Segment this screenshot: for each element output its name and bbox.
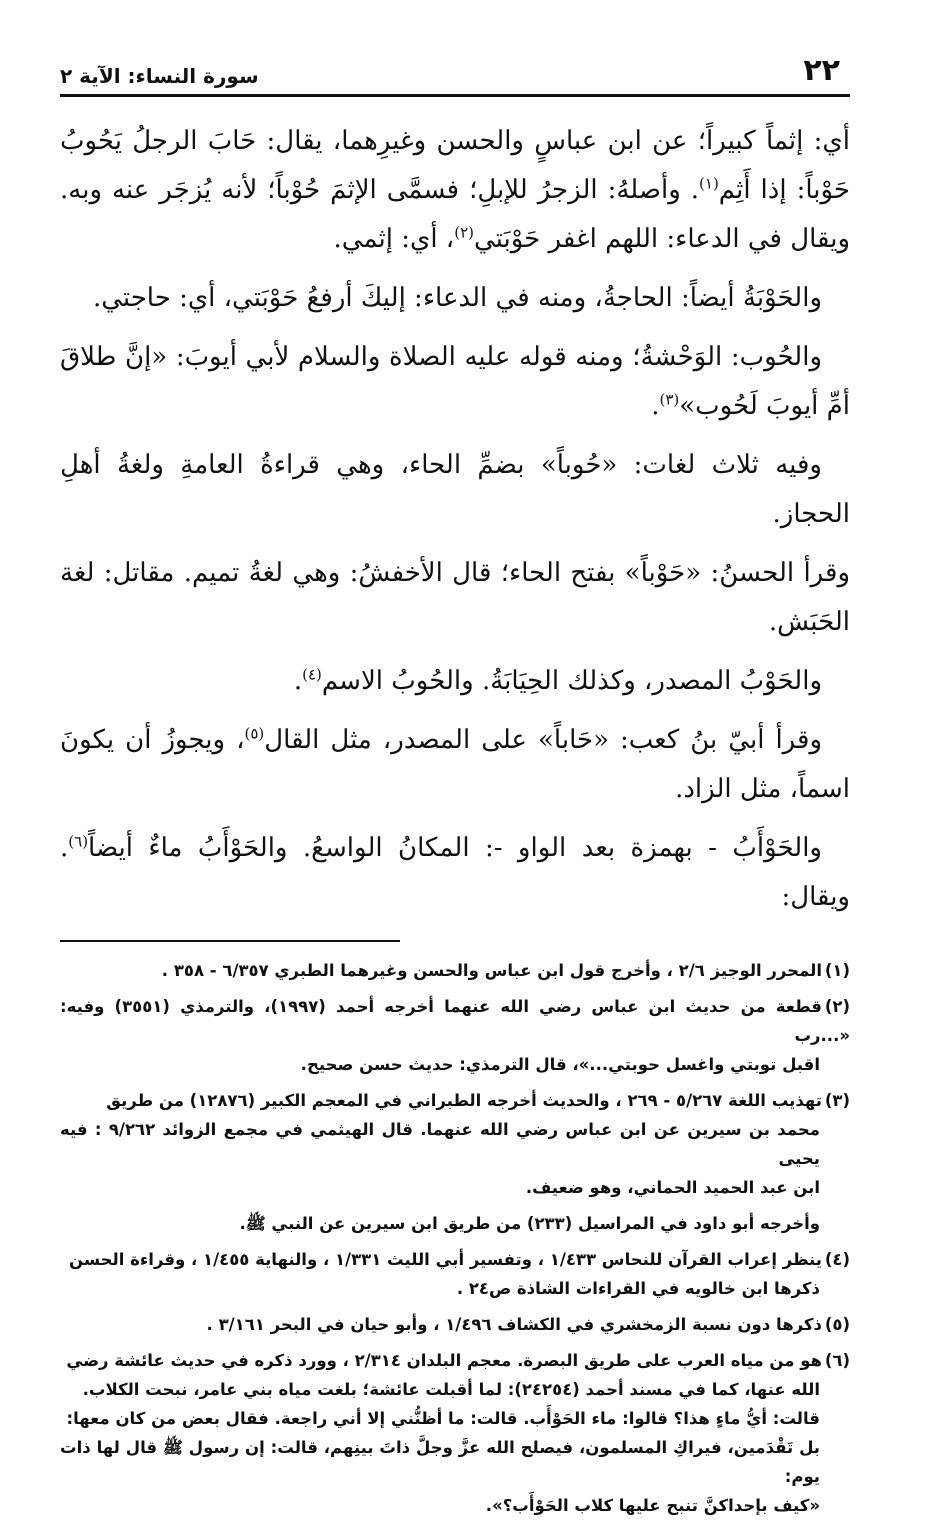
book-page: [60, 48, 850, 1515]
footnote-ref-5: (٥): [244, 724, 265, 743]
footnote-ref-3: (٣): [659, 390, 680, 409]
footnote-divider: [60, 940, 400, 942]
footnote-number: (١): [824, 961, 850, 980]
footnote-line: ابن عبد الحميد الحماني، وهو ضعيف.: [525, 1178, 820, 1197]
running-header: [60, 48, 850, 97]
footnote-line: اقبل توبتي واغسل حوبتي...»، قال الترمذي: حديث حسن صحيح.: [300, 1055, 820, 1074]
footnote-line: محمد بن سيرين عن ابن عباس رضي الله عنهما. قال الهيثمي في مجمع الزوائد ٩/٢٦٢ : فيه يحيى: [60, 1120, 820, 1168]
footnote-number: (٥): [824, 1315, 850, 1334]
footnote-3-continuation: [60, 1209, 850, 1238]
paragraph-7: وقرأ أبيّ بنُ كعب: «حَاباً» على المصدر، مثل القال$^{(٥)}$، ويجوزُ أن يكونَ اسماً، مثل الزاد.: [60, 724, 850, 804]
footnote-ref-2: (٢): [454, 223, 474, 242]
footnote-line: ذكرها دون نسبة الزمخشري في الكشاف ١/٤٩٦ ، وأبو حيان في البحر ٣/١٦١ .: [206, 1315, 822, 1334]
footnote-number: (٢): [824, 997, 850, 1016]
footnote-line: الله عنها، كما في مسند أحمد (٢٤٢٥٤): لما أقبلت عائشة؛ بلغت مياه بني عامر، نبحت الكلاب.: [82, 1380, 820, 1399]
footnote-line: «كيف بإحداكنَّ تنبح عليها كلاب الحَوْأَب؟».: [485, 1496, 820, 1515]
footnote-line: ذكرها ابن خالويه في القراءات الشاذة ص٢٤ .: [456, 1279, 820, 1298]
page-number: ٢٢: [803, 53, 840, 88]
footnote-line: هو من مياه العرب على طريق البصرة. معجم البلدان ٢/٣١٤ ، وورد ذكره في حديث عائشة رضي: [66, 1351, 822, 1370]
footnote-1: [60, 956, 850, 985]
paragraph-8: والحَوْأَبُ - بهمزة بعد الواو -: المكانُ الواسعُ. والحَوْأَبُ ماءٌ أيضاً$^{(٦)}$. ويقال:: [60, 832, 850, 912]
footnote-ref-6: (٦): [68, 832, 89, 851]
footnote-line: تهذيب اللغة ٥/٢٦٧ - ٢٦٩ ، والحديث أخرجه الطبراني في المعجم الكبير (١٢٨٧٦) من طريق: [106, 1091, 822, 1110]
paragraph-3: والحُوب: الوَحْشةُ؛ ومنه قوله عليه الصلاة والسلام لأبي أيوبَ: «إنَّ طلاقَ أمِّ أيوبَ لَحُوب»$^{(٣)}$.: [60, 342, 850, 421]
footnote-line: وأخرجه أبو داود في المراسيل (٢٣٣) من طريق ابن سيرين عن النبي ﷺ.: [239, 1214, 820, 1233]
paragraph-2: والحَوْبَةُ أيضاً: الحاجةُ، ومنه في الدعاء: إليكَ أرفعُ حَوْبَتي، أي: حاجتي.: [92, 283, 822, 313]
footnote-5: [60, 1310, 850, 1339]
footnotes: [60, 956, 850, 1520]
footnote-line: قطعة من حديث ابن عباس رضي الله عنهما أخرجه أحمد (١٩٩٧)، والترمذي (٣٥٥١) وفيه: «...رب: [60, 997, 850, 1045]
footnote-line: ينظر إعراب القرآن للنحاس ١/٤٣٣ ، وتفسير أبي الليث ١/٣٣١ ، والنهاية ١/٤٥٥ ، وقراءة الحسن: [68, 1250, 822, 1269]
footnote-line: بل تَقْدَمين، فيراكِ المسلمون، فيصلح الله عزَّ وجلَّ ذاتَ بينِهم، قالت: إن رسول ﷺ قال لها ذات يوم:: [60, 1438, 820, 1486]
footnote-ref-1: (١): [699, 174, 719, 193]
footnote-number: (٤): [824, 1250, 850, 1269]
footnote-number: (٣): [824, 1091, 850, 1110]
footnote-line: قالت: أيُّ ماءٍ هذا؟ قالوا: ماء الحَوْأَب. قالت: ما أظنُّني إلا أني راجعة. فقال بعض من كان معها:: [66, 1409, 820, 1428]
footnote-4: [60, 1245, 850, 1303]
footnote-ref-4: (٤): [302, 665, 322, 684]
surah-title: سورة النساء: الآية ٢: [60, 64, 259, 88]
main-text: [60, 117, 850, 922]
footnote-2: [60, 992, 850, 1079]
paragraph-4: وفيه ثلاث لغات: «حُوباً» بضمِّ الحاء، وهي قراءةُ العامةِ ولغةُ أهلِ الحجاز.: [60, 450, 850, 529]
footnote-number: (٦): [824, 1351, 850, 1370]
paragraph-1: أي: إثماً كبيراً؛ عن ابن عباسٍ والحسن وغيرِهما، يقال: حَابَ الرجلُ يَحُوبُ حَوْباً: إذا أَثِم$^{(١)}$. وأصلهُ: الزجرُ للإبلِ؛ فسمَّى الإثمَ حُوْباً؛ لأنه يُزجَر عنه وبه. ويقال في الدعاء: اللهم اغفر حَوْبَتي$^{(٢)}$، أي: إثمي.: [60, 126, 850, 254]
paragraph-6: والحَوْبُ المصدر، وكذلك الحِيَابَةُ. والحُوبُ الاسم$^{(٤)}$.: [293, 665, 822, 696]
footnote-line: المحرر الوجيز ٢/٦ ، وأخرج قول ابن عباس والحسن وغيرهما الطبري ٦/٣٥٧ - ٣٥٨ .: [161, 961, 822, 980]
footnote-6: [60, 1346, 850, 1520]
footnote-3: [60, 1086, 850, 1202]
paragraph-5: وقرأ الحسنُ: «حَوْباً» بفتح الحاء؛ قال الأخفشُ: وهي لغةُ تميم. مقاتل: لغة الحَبَش.: [60, 558, 850, 637]
